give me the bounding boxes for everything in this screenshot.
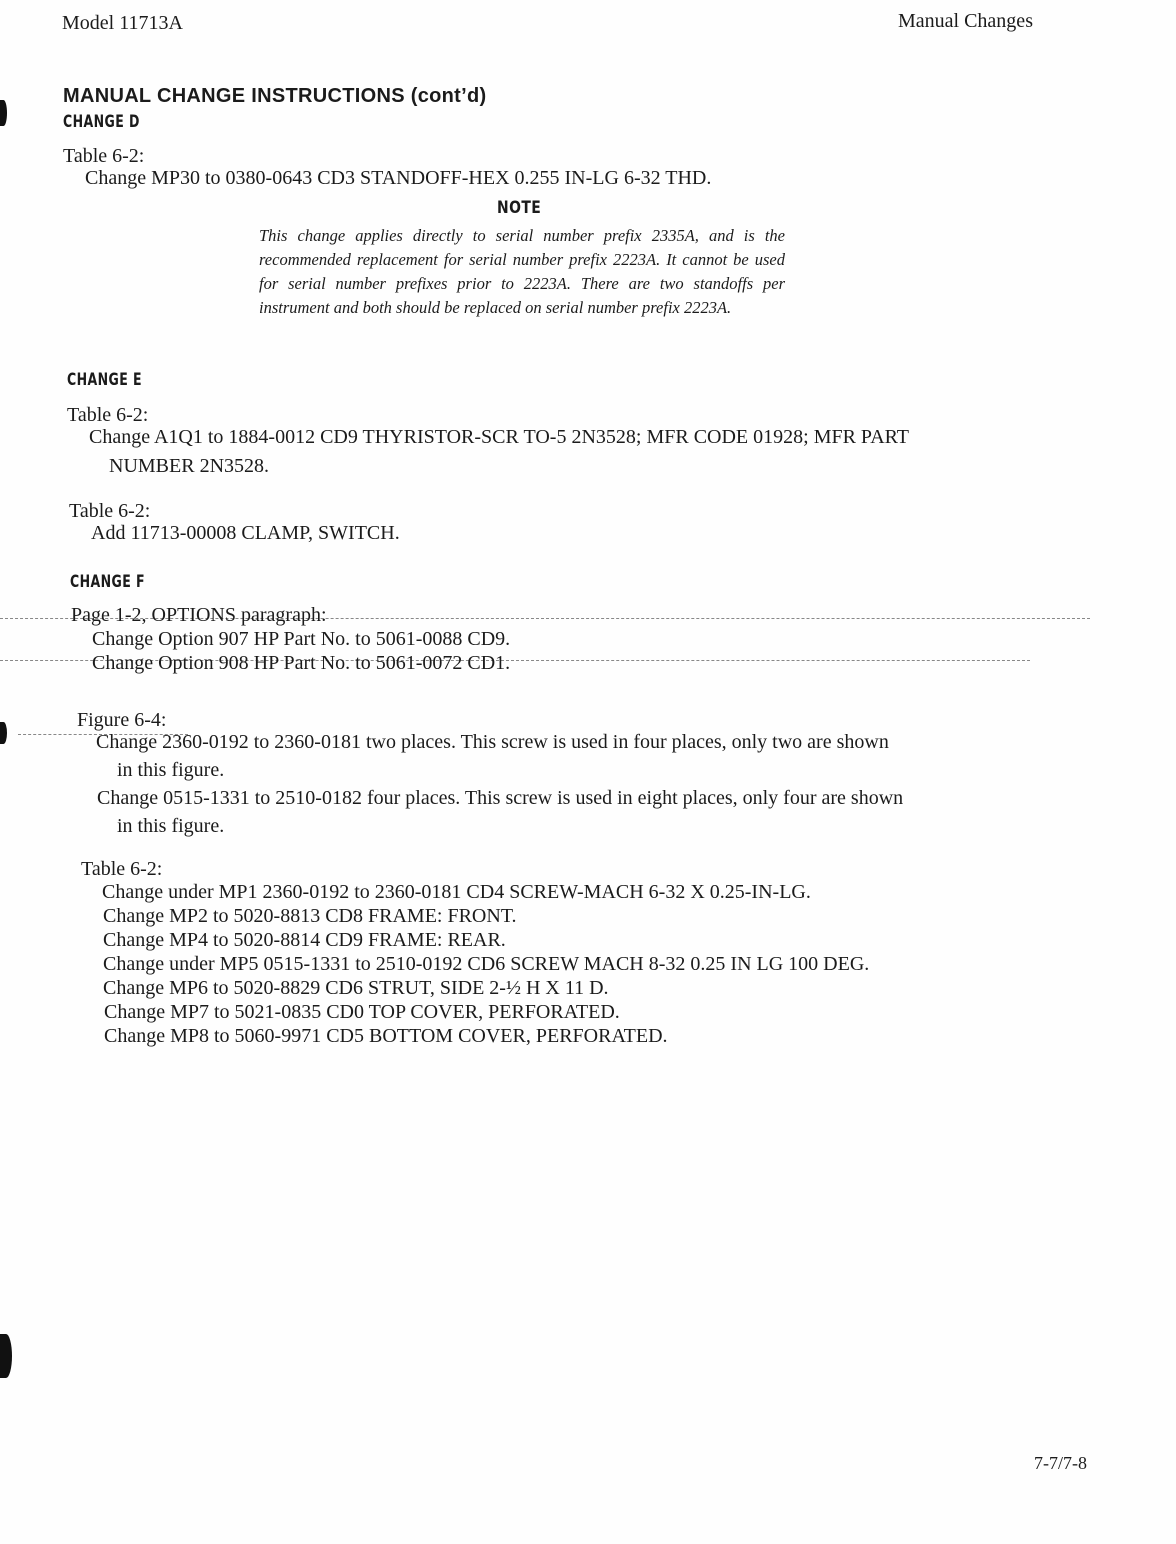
page-title: MANUAL CHANGE INSTRUCTIONS (cont’d) <box>63 85 487 107</box>
note-text: This change applies directly to serial number prefix 2335A, and is the recommended replacement for serial number prefix 2223A. It cannot be used for serial number prefixes prior to 2223A. There are two standoffs per instrument and both should be replaced on serial number prefix 2223A. <box>259 226 785 317</box>
change-f-table-line-1: Change under MP1 2360-0192 to 2360-0181 CD4 SCREW-MACH 6-32 X 0.25-IN-LG. <box>102 881 811 903</box>
change-f-table-line-5: Change MP6 to 5020-8829 CD6 STRUT, SIDE 2-½ H X 11 D. <box>103 977 609 999</box>
page-number: 7-7/7-8 <box>1034 1453 1087 1473</box>
header-model: Model 11713A <box>62 12 183 34</box>
change-f-table-line-2: Change MP2 to 5020-8813 CD8 FRAME: FRONT. <box>103 905 517 927</box>
change-d-table-ref: Table 6-2: <box>63 145 145 167</box>
punch-hole-mark-top <box>0 100 7 126</box>
change-d-line-1: Change MP30 to 0380-0643 CD3 STANDOFF-HEX 0.255 IN-LG 6-32 THD. <box>85 167 712 189</box>
change-f-table-line-4: Change under MP5 0515-1331 to 2510-0192 CD6 SCREW MACH 8-32 0.25 IN LG 100 DEG. <box>103 953 870 975</box>
change-f-heading: CHANGE F <box>70 572 145 592</box>
punch-hole-mark-bottom <box>0 1334 12 1378</box>
change-f-table-line-7: Change MP8 to 5060-9971 CD5 BOTTOM COVER, PERFORATED. <box>104 1025 668 1047</box>
change-e-line-1: Change A1Q1 to 1884-0012 CD9 THYRISTOR-SCR TO-5 2N3528; MFR CODE 01928; MFR PART <box>89 426 910 448</box>
change-e-heading: CHANGE E <box>67 370 142 390</box>
change-e-table-ref-2: Table 6-2: <box>69 500 151 522</box>
change-f-options-line-2: Change Option 908 HP Part No. to 5061-0072 CD1. <box>92 652 511 674</box>
change-e-table-ref-1: Table 6-2: <box>67 404 149 426</box>
change-f-figure-line-2b: in this figure. <box>117 815 225 837</box>
change-f-figure-ref: Figure 6-4: <box>77 709 167 731</box>
punch-hole-mark-middle <box>0 722 7 744</box>
note-heading: NOTE <box>497 198 542 218</box>
change-f-options-line-1: Change Option 907 HP Part No. to 5061-0088 CD9. <box>92 628 511 650</box>
change-f-figure-line-1b: in this figure. <box>117 759 225 781</box>
change-e-line-2: NUMBER 2N3528. <box>109 455 270 477</box>
change-f-table-ref: Table 6-2: <box>81 858 163 880</box>
change-d-heading: CHANGE D <box>63 112 140 132</box>
change-f-options-ref: Page 1-2, OPTIONS paragraph: <box>71 604 327 626</box>
change-f-figure-line-1a: Change 2360-0192 to 2360-0181 two places. This screw is used in four places, only two are shown <box>96 731 889 753</box>
change-e-line-3: Add 11713-00008 CLAMP, SWITCH. <box>91 522 400 544</box>
change-f-figure-line-2a: Change 0515-1331 to 2510-0182 four places. This screw is used in eight places, only four are shown <box>97 787 904 809</box>
change-f-table-line-3: Change MP4 to 5020-8814 CD9 FRAME: REAR. <box>103 929 506 951</box>
change-f-table-line-6: Change MP7 to 5021-0835 CD0 TOP COVER, PERFORATED. <box>104 1001 620 1023</box>
header-section: Manual Changes <box>898 10 1033 32</box>
